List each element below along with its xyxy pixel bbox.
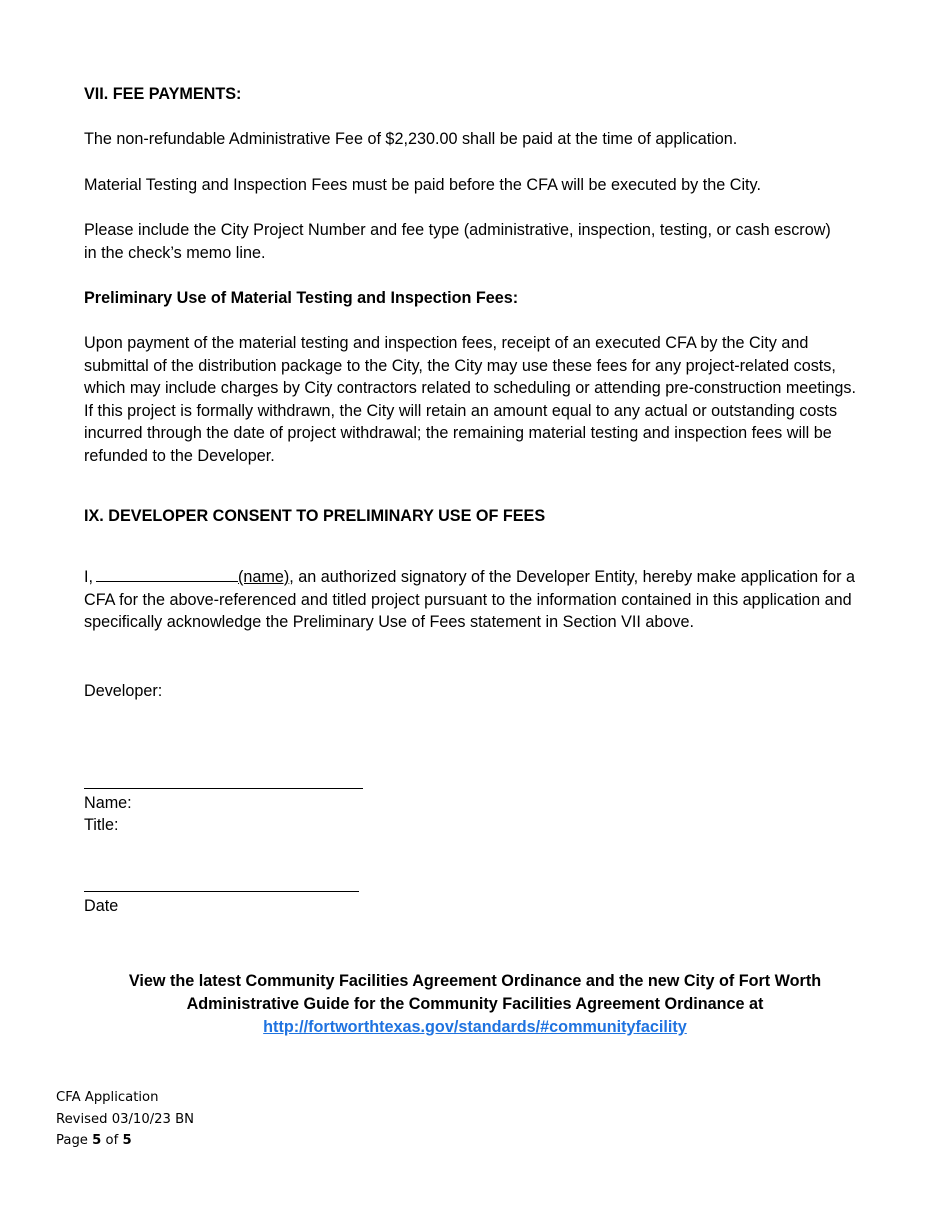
footer-doc-name: CFA Application (56, 1090, 159, 1105)
section-vii-heading: VII. FEE PAYMENTS: (84, 85, 242, 103)
name-blank-line[interactable] (96, 566, 238, 582)
developer-signature-line[interactable] (84, 788, 363, 789)
developer-label: Developer: (84, 682, 163, 700)
community-facility-link[interactable]: http://fortworthtexas.gov/standards/#communityfacility (263, 1017, 687, 1036)
date-label: Date (84, 897, 119, 915)
section-ix-heading: IX. DEVELOPER CONSENT TO PRELIMINARY USE OF FEES (84, 507, 546, 525)
consent-text: , an authorized signatory of the Developer Entity, hereby make application for a CFA for the above-referenced and titled project pursuant to the information contained in this application and specifically acknowledge the Preliminary Use of Fees statement in Section VII above. (84, 568, 855, 632)
consent-prefix: I, (84, 568, 93, 586)
total-pages: 5 (122, 1133, 132, 1148)
ordinance-reference-line2: Administrative Guide for the Community Facilities Agreement Ordinance at (186, 994, 764, 1013)
footer-revision: Revised 03/10/23 BN (56, 1111, 195, 1127)
consent-paragraph (84, 566, 869, 634)
date-signature-line[interactable] (84, 891, 359, 892)
testing-fees-paragraph: Material Testing and Inspection Fees must be paid before the CFA will be executed by the City. (84, 176, 761, 194)
preliminary-use-subheading: Preliminary Use of Material Testing and Inspection Fees: (84, 289, 519, 307)
current-page: 5 (92, 1133, 102, 1148)
preliminary-use-paragraph: Upon payment of the material testing and inspection fees, receipt of an executed CFA by the City and submittal of the distribution package to the City, the City may use these fees for any project-related costs, which may include charges by City contractors related to scheduling or attending pre-construction meetings. If this project is formally withdrawn, the City will retain an amount equal to any actual or outstanding costs incurred through the date of project withdrawal; the remaining material testing and inspection fees will be refunded to the Developer. (84, 334, 856, 465)
ordinance-reference-line1: View the latest Community Facilities Agreement Ordinance and the new City of Fort Worth (128, 972, 822, 990)
name-placeholder: (name) (238, 568, 290, 586)
title-label: Title: (84, 816, 119, 834)
memo-line-paragraph: Please include the City Project Number and fee type (administrative, inspection, testing, or cash escrow) in the check’s memo line. (84, 221, 831, 262)
ordinance-reference (0, 970, 950, 1038)
page-footer (56, 1087, 356, 1152)
admin-fee-paragraph: The non-refundable Administrative Fee of $2,230.00 shall be paid at the time of application. (84, 130, 738, 148)
footer-page-number: Page 5 of 5 (56, 1133, 132, 1148)
name-label: Name: (84, 794, 132, 812)
